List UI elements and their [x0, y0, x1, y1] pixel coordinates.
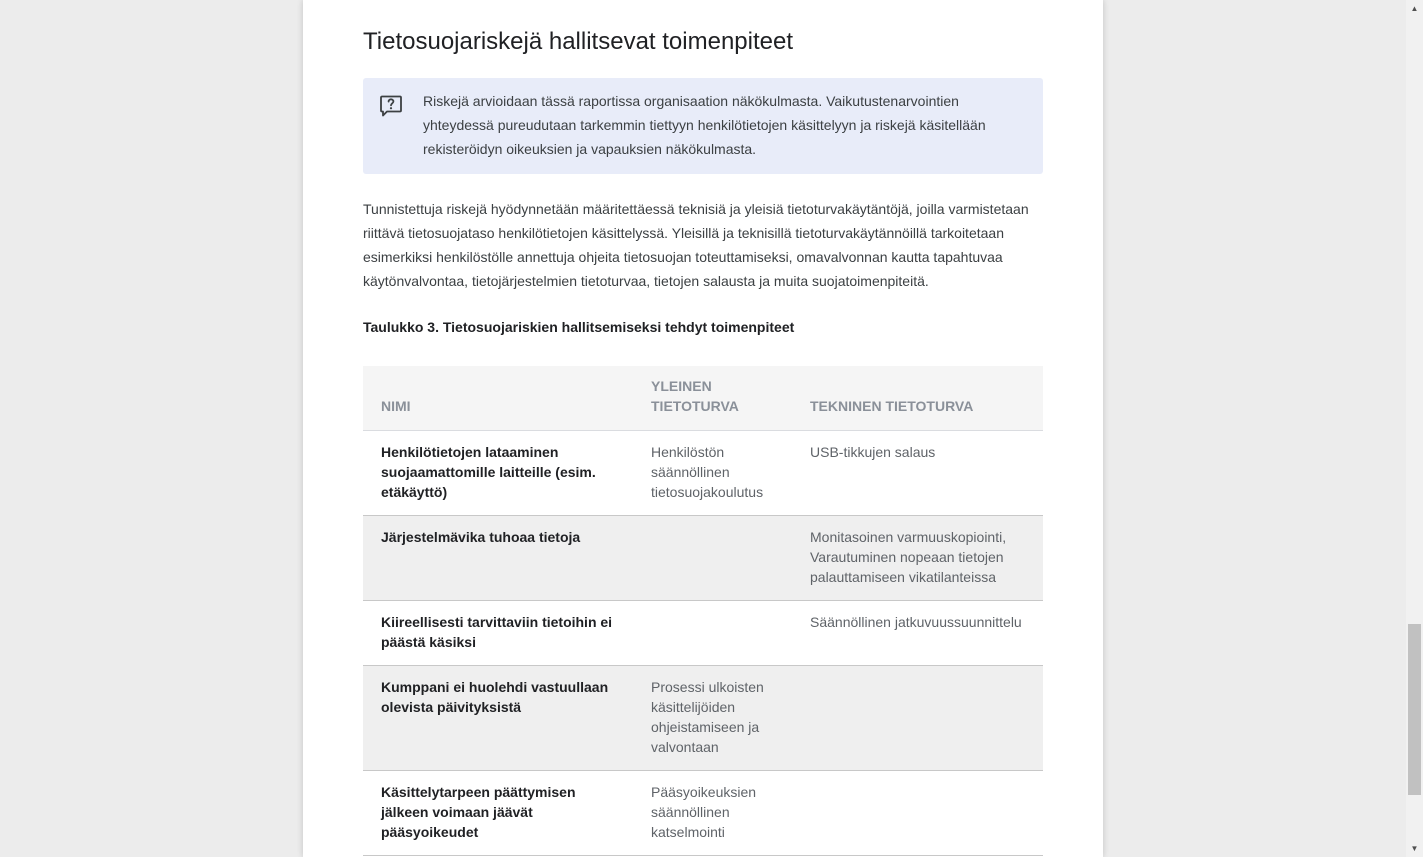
technical-security-cell: [792, 771, 1043, 856]
table-row: [363, 516, 1043, 601]
table-row: [363, 771, 1043, 856]
risk-name-cell: Käsittelytarpeen päättymisen jälkeen voimaan jäävät pääsyoikeudet: [363, 771, 633, 856]
question-comment-icon: [379, 94, 403, 118]
risk-name-cell: Järjestelmävika tuhoaa tietoja: [363, 516, 633, 601]
technical-security-cell: [792, 666, 1043, 771]
risk-measures-table: [363, 366, 1043, 856]
table-row: [363, 666, 1043, 771]
column-header-name: NIMI: [363, 366, 633, 431]
info-note-text: Riskejä arvioidaan tässä raportissa organisaation näkökulmasta. Vaikutustenarvointien yhteydessä pureudutaan tarkemmin tiettyyn henkilötietojen käsittelyyn ja riskejä käsitellään rekisteröidyn oikeuksien ja vapauksien näkökulmasta.: [423, 93, 986, 157]
column-header-general-security: YLEINEN TIETOTURVA: [633, 366, 792, 431]
general-security-cell: [633, 601, 792, 666]
info-note: [363, 78, 1043, 174]
technical-security-cell: Monitasoinen varmuuskopiointi, Varautuminen nopeaan tietojen palauttamiseen vikatilanteissa: [792, 516, 1043, 601]
table-row: [363, 601, 1043, 666]
scroll-up-arrow-icon[interactable]: ▲: [1410, 4, 1419, 13]
scrollbar-thumb[interactable]: [1408, 624, 1421, 795]
section-title: Tietosuojariskejä hallitsevat toimenpiteet: [363, 28, 793, 55]
risk-name-cell: Kumppani ei huolehdi vastuullaan olevista päivityksistä: [363, 666, 633, 771]
body-paragraph: Tunnistettuja riskejä hyödynnetään määritettäessä teknisiä ja yleisiä tietoturvakäytäntöjä, joilla varmistetaan riittävä tietosuojataso henkilötietojen käsittelyssä. Yleisillä ja teknisillä tietoturvakäytännöillä tarkoitetaan esimerkiksi henkilöstölle annettuja ohjeita tietosuojan toteuttamiseksi, omavalvonnan kautta tapahtuvaa käytönvalvontaa, tietojärjestelmien tietoturvaa, tietojen salausta ja muita suojatoimenpiteitä.: [363, 201, 1029, 289]
technical-security-cell: USB-tikkujen salaus: [792, 431, 1043, 516]
column-header-technical-security: TEKNINEN TIETOTURVA: [792, 366, 1043, 431]
report-page: [303, 0, 1103, 857]
risk-name-cell: Kiireellisesti tarvittaviin tietoihin ei päästä käsiksi: [363, 601, 633, 666]
vertical-scrollbar[interactable]: [1406, 0, 1423, 857]
general-security-cell: Pääsyoikeuksien säännöllinen katselmointi: [633, 771, 792, 856]
technical-security-cell: Säännöllinen jatkuvuussuunnittelu: [792, 601, 1043, 666]
scroll-down-arrow-icon[interactable]: ▼: [1410, 844, 1419, 853]
general-security-cell: Henkilöstön säännöllinen tietosuojakoulutus: [633, 431, 792, 516]
table-row: [363, 431, 1043, 516]
general-security-cell: Prosessi ulkoisten käsittelijöiden ohjeistamiseen ja valvontaan: [633, 666, 792, 771]
table-caption: Taulukko 3. Tietosuojariskien hallitsemiseksi tehdyt toimenpiteet: [363, 319, 795, 335]
general-security-cell: [633, 516, 792, 601]
table-header-row: [363, 366, 1043, 431]
risk-name-cell: Henkilötietojen lataaminen suojaamattomille laitteille (esim. etäkäyttö): [363, 431, 633, 516]
